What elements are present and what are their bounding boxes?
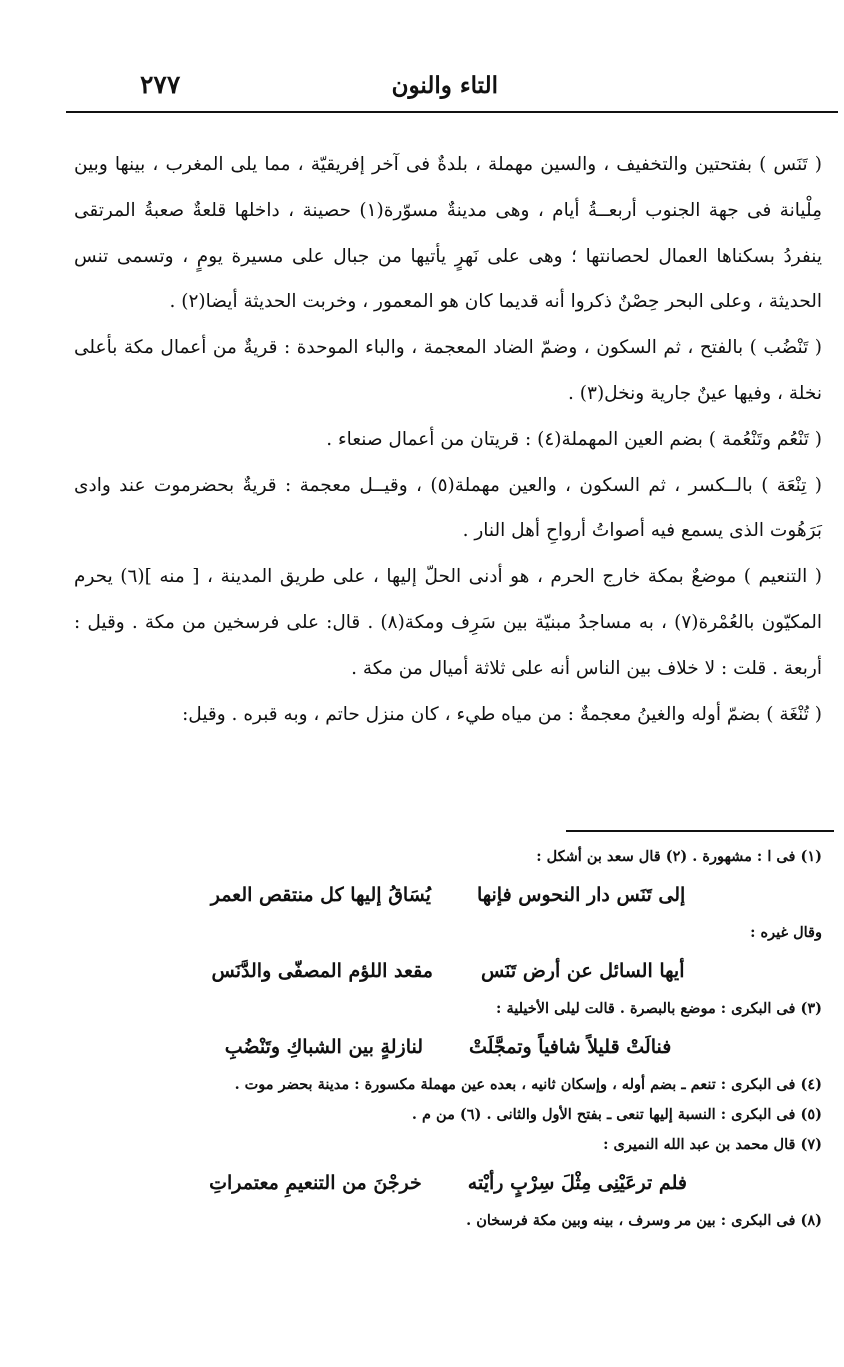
verse-hemistich: أيها السائل عن أرض تَنَس xyxy=(480,960,685,982)
running-title: التاء والنون xyxy=(391,72,498,99)
verse-hemistich: لنازلةٍ بين الشباكِ وتَنْضُبِ xyxy=(224,1036,424,1058)
footnote-3: (٣) فى البكرى : موضع بالبصرة . قالت ليلى الأخيلية : xyxy=(496,1000,822,1017)
footnote-rule xyxy=(566,830,834,832)
verse-hemistich: يُسَاقُ إليها كل منتقص العمر xyxy=(210,884,431,906)
footnote-7: (٧) قال محمد بن عبد الله النميرى : xyxy=(603,1136,822,1153)
header-rule xyxy=(66,111,838,113)
footnote-8: (٨) فى البكرى : بين مر وسرف ، بينه وبين مكة فرسخان . xyxy=(466,1212,822,1229)
entry-tinah: ( تِنْعَة ) بالــكسر ، ثم السكون ، والعين مهملة(٥) ، وقيــل معجمة : قريةٌ بحضرموت عند وادى بَرَهُوت الذى يسمع فيه أصواتُ أرواحِ أهل النار . xyxy=(74,474,822,542)
verse-line xyxy=(74,872,822,918)
verse-hemistich: مقعد اللؤم المصفّى والدَّنَس xyxy=(211,960,433,982)
verse-hemistich: فنالَتْ قليلاً شافياً وتمجَّلَتْ xyxy=(469,1036,672,1058)
verse-hemistich: خرجْنَ من التنعيمِ معتمراتِ xyxy=(209,1172,422,1194)
footnotes xyxy=(74,842,822,1236)
verse-hemistich: فلم ترعَيْنِى مِثْلَ سِرْبٍ رأيْته xyxy=(467,1172,687,1194)
verse-line xyxy=(74,1024,822,1070)
verse-hemistich: إلى تَنَس دار النحوس فإنها xyxy=(476,884,686,906)
page-number: ٢٧٧ xyxy=(140,70,181,99)
entry-tandub: ( تَنْضُب ) بالفتح ، ثم السكون ، وضمّ الضاد المعجمة ، والباء الموحدة : قريةٌ من أعمال مكة بأعلى نخلة ، وفيها عينٌ جارية ونخل(٣) . xyxy=(74,337,822,404)
entry-tunghah: ( تُنْغَة ) بضمّ أوله والغينُ معجمةٌ : من مياه طيء ، كان منزل حاتم ، وبه قبره . وقيل: xyxy=(182,703,822,725)
verse-line xyxy=(74,948,822,994)
page-header xyxy=(62,66,840,110)
footnote-other-said: وقال غيره : xyxy=(750,924,822,941)
main-text xyxy=(74,142,822,737)
entry-tanum: ( تَنْعُم وتَنْعُمة ) بضم العين المهملة(٤) : قريتان من أعمال صنعاء . xyxy=(326,428,822,450)
footnote-4: (٤) فى البكرى : تنعم ـ بضم أوله ، وإسكان ثانيه ، بعده عين مهملة مكسورة : مدينة بحضر موت . xyxy=(234,1076,822,1093)
entry-tanas: ( تَنَس ) بفتحتين والتخفيف ، والسين مهملة ، بلدةٌ فى آخر إفريقيّة ، مما يلى المغرب ، بينها وبين مِلْيانة فى جهة الجنوب أربعــةُ أيام ، وهى مدينةٌ مسوّرة(١) حصينة ، داخلها قلعةٌ صعبةُ المرتقى ينفردُ بسكناها العمال لحصانتها ؛ وهى على نَهرٍ يأتيها من جبال على مسيرة يومٍ ، وتسمى تنس الحديثة ، وعلى البحر حِصْنٌ ذكروا أنه قديما كان هو المعمور ، وخربت الحديثة أيضا(٢) . xyxy=(74,154,822,313)
footnote-5-6: (٥) فى البكرى : النسبة إليها تنعى ـ بفتح الأول والثانى . (٦) من م . xyxy=(411,1106,822,1123)
verse-line xyxy=(74,1160,822,1206)
footnote-1-2: (١) فى ا : مشهورة . (٢) قال سعد بن أشكل : xyxy=(536,848,822,865)
entry-tanim: ( التنعيم ) موضعٌ بمكة خارج الحرم ، هو أدنى الحلّ إليها ، على طريق المدينة ، [ منه ](٦) يحرم المكيّون بالعُمْرة(٧) ، به مساجدُ مبنيّة بين سَرِف ومكة(٨) . قال: على فرسخين من مكة . وقيل : أربعة . قلت : لا خلاف بين الناس أنه على ثلاثة أميال من مكة . xyxy=(74,566,822,679)
